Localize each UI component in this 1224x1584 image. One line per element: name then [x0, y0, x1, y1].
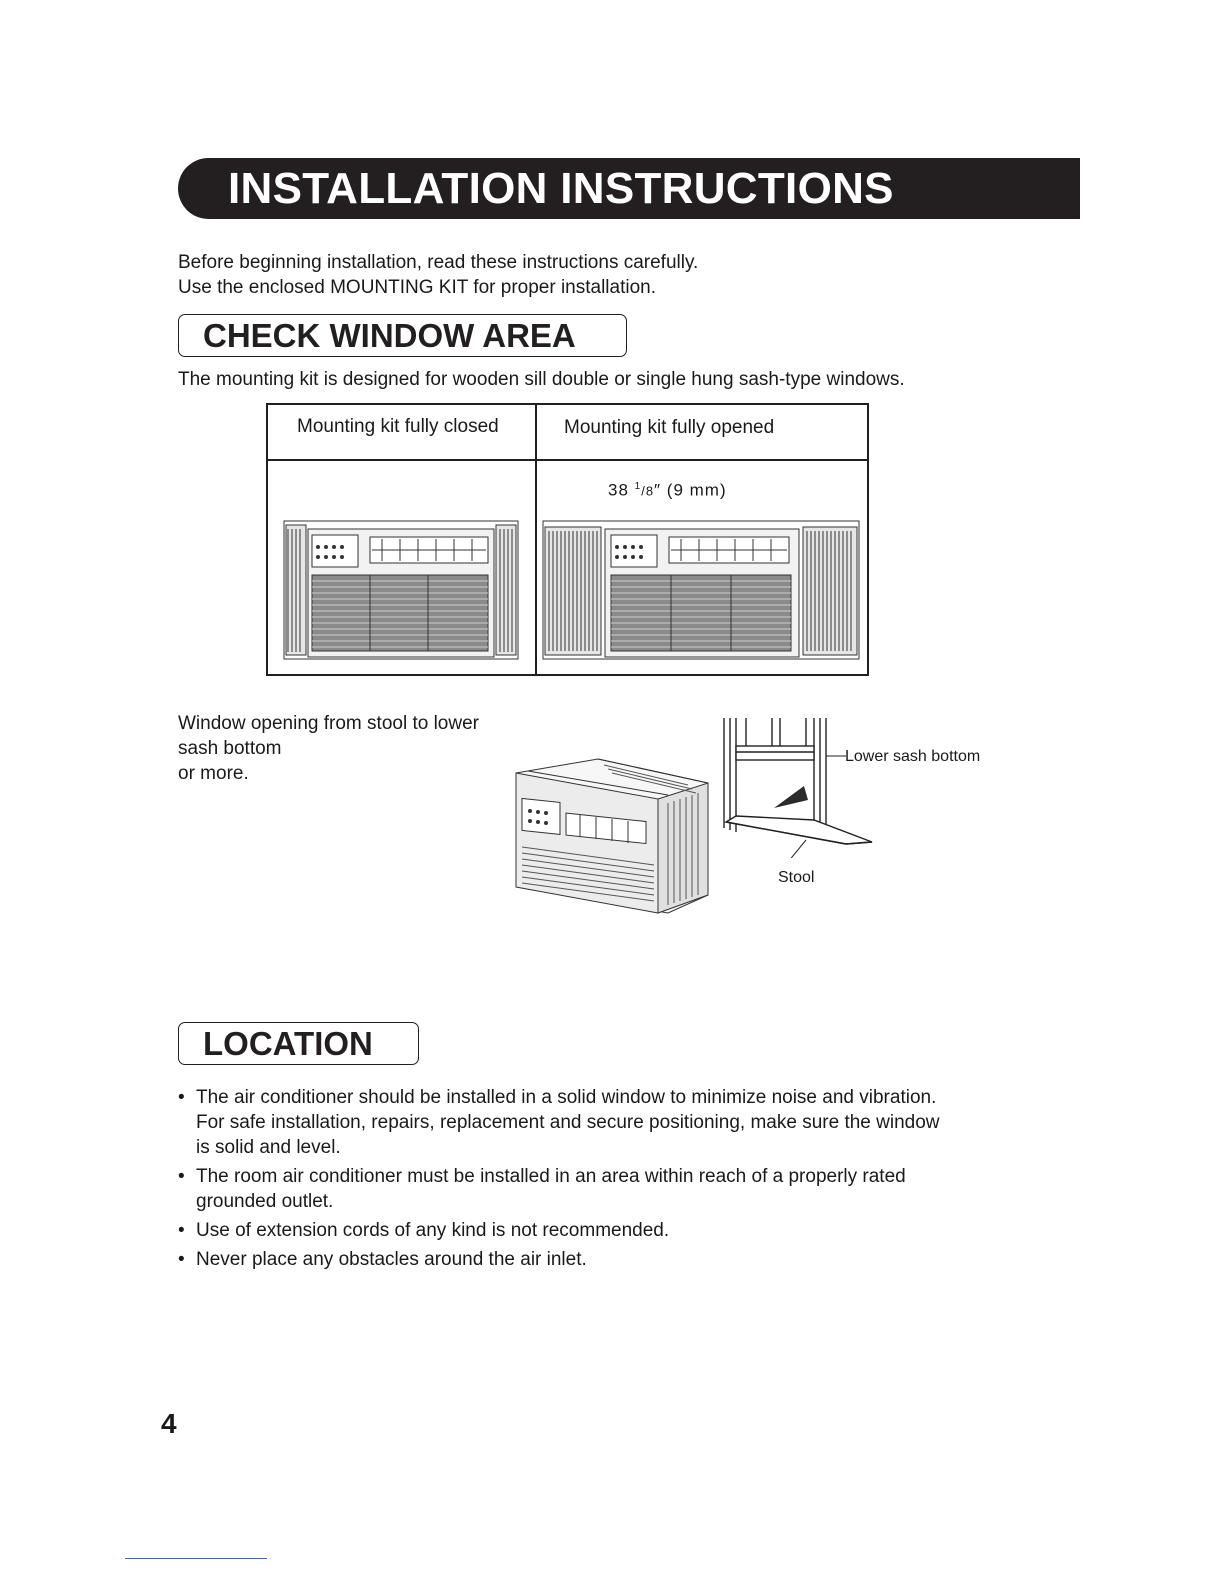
- page-title: INSTALLATION INSTRUCTIONS: [228, 164, 894, 213]
- list-item: • Use of extension cords of any kind is not recommended.: [178, 1220, 670, 1241]
- dimension-unit: ″ (9 mm): [654, 480, 727, 500]
- location-bullet-list: [178, 1085, 1058, 1276]
- opening-note-line-3: or more.: [178, 763, 249, 784]
- opened-width-dimension: [608, 476, 727, 503]
- dimension-whole: 38: [608, 480, 635, 500]
- arrow-icon: [774, 786, 808, 808]
- table-header-opened: Mounting kit fully opened: [564, 417, 775, 438]
- table-divider-vertical: [535, 405, 537, 674]
- list-item: • Never place any obstacles around the air inlet.: [178, 1249, 587, 1270]
- footer-rule: [125, 1558, 267, 1559]
- opening-note-line-2: sash bottom: [178, 738, 282, 759]
- section-heading-location: [178, 1022, 419, 1065]
- title-banner: [178, 158, 1080, 219]
- window-opening-note: [178, 711, 479, 786]
- list-item: • The air conditioner should be installed in a solid window to minimize noise and vibration. For safe installation, repairs, replacement and secure positioning, make sure the window is solid and level.: [178, 1087, 940, 1158]
- section-title-check-window: CHECK WINDOW AREA: [203, 317, 576, 354]
- page-number: 4: [161, 1408, 177, 1439]
- section-heading-check-window: [178, 314, 627, 357]
- table-header-closed: Mounting kit fully closed: [297, 416, 499, 437]
- section-title-location: LOCATION: [203, 1025, 373, 1062]
- opening-note-line-1: Window opening from stool to lower: [178, 713, 479, 734]
- intro-text: [178, 250, 698, 300]
- ac-unit-kit-opened-illustration: [541, 517, 863, 667]
- label-lower-sash-bottom: Lower sash bottom: [845, 748, 981, 765]
- window-sash-illustration: [716, 716, 876, 858]
- dimension-numerator: 1: [634, 481, 642, 492]
- table-divider-horizontal: [268, 459, 867, 461]
- list-item: • The room air conditioner must be installed in an area within reach of a properly rated grounded outlet.: [178, 1166, 906, 1212]
- ac-unit-perspective-illustration: [508, 755, 714, 915]
- window-type-note: The mounting kit is designed for wooden sill double or single hung sash-type windows.: [178, 369, 905, 390]
- intro-line-2: Use the enclosed MOUNTING KIT for proper installation.: [178, 277, 657, 298]
- label-stool: Stool: [778, 869, 815, 886]
- mounting-kit-table: [266, 403, 869, 676]
- intro-line-1: Before beginning installation, read these instructions carefully.: [178, 252, 699, 273]
- ac-unit-kit-closed-illustration: [282, 517, 522, 667]
- dimension-denominator: /8: [641, 483, 655, 499]
